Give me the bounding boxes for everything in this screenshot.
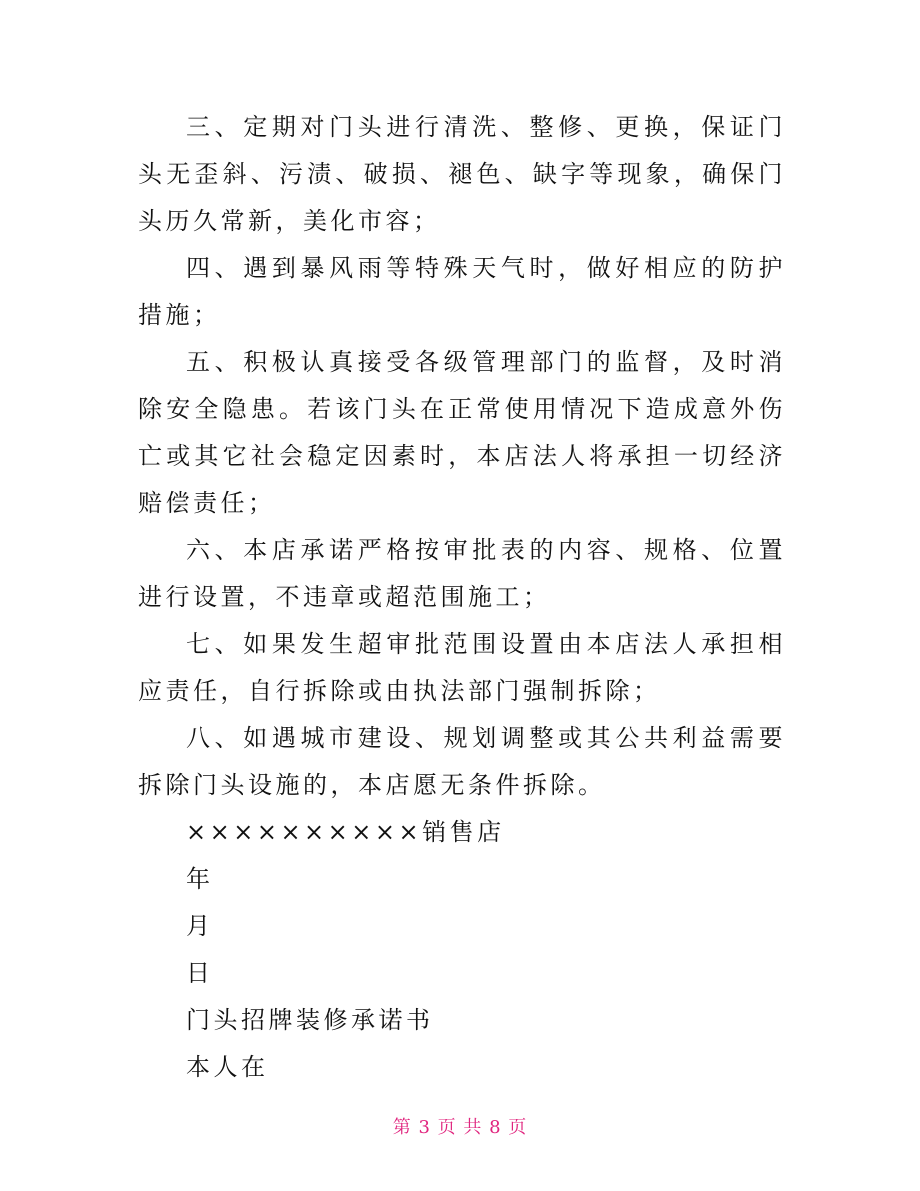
paragraph-intro: 本人在 [186, 1053, 269, 1081]
document-body [138, 104, 786, 1091]
paragraph-3: 三、定期对门头进行清洗、整修、更换，保证门头无歪斜、污渍、破损、褪色、缺字等现象，确保门头历久常新，美化市容； [138, 113, 786, 235]
signature-store-name: ××××××××××销售店 [186, 818, 505, 846]
date-day: 日 [186, 959, 214, 987]
paragraph-7: 七、如果发生超审批范围设置由本店法人承担相应责任，自行拆除或由执法部门强制拆除； [138, 630, 786, 705]
paragraph-5: 五、积极认真接受各级管理部门的监督，及时消除安全隐患。若该门头在正常使用情况下造成意外伤亡或其它社会稳定因素时，本店法人将承担一切经济赔偿责任； [138, 348, 786, 517]
date-month: 月 [186, 912, 214, 940]
section-title: 门头招牌装修承诺书 [186, 1006, 434, 1034]
paragraph-4: 四、遇到暴风雨等特殊天气时，做好相应的防护措施； [138, 254, 786, 329]
paragraph-6: 六、本店承诺严格按审批表的内容、规格、位置进行设置，不违章或超范围施工； [138, 536, 786, 611]
page-footer [0, 1113, 920, 1139]
date-year: 年 [186, 865, 214, 893]
paragraph-8: 八、如遇城市建设、规划调整或其公共利益需要拆除门头设施的，本店愿无条件拆除。 [138, 724, 786, 799]
page-number: 第 3 页 共 8 页 [392, 1117, 528, 1138]
